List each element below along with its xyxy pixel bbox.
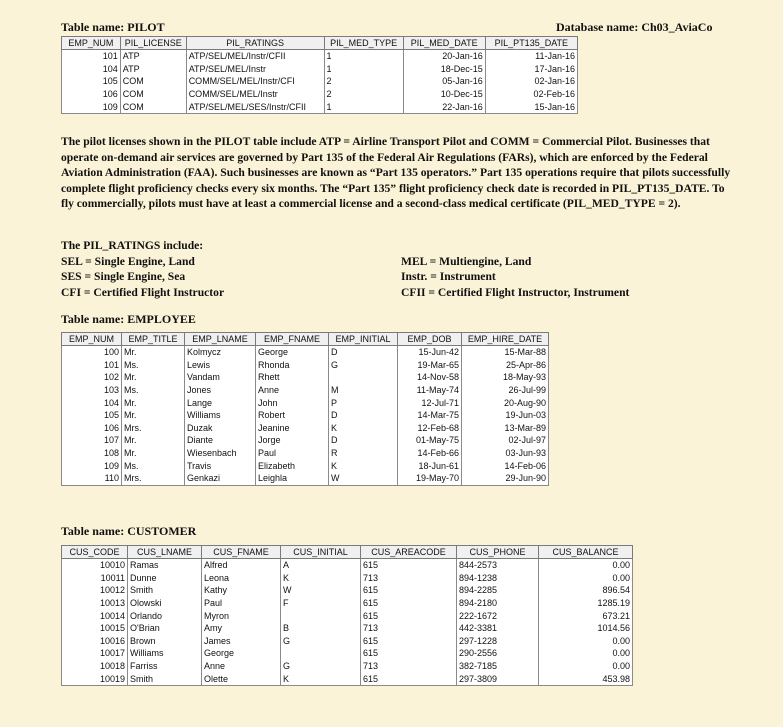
- customer-cell: 290-2556: [457, 647, 539, 660]
- employee-cell: Duzak: [185, 422, 256, 435]
- pilot-column-header: PIL_PT135_DATE: [485, 37, 577, 50]
- table-row: [62, 63, 578, 76]
- employee-cell: Rhonda: [256, 359, 329, 372]
- table-row: [62, 447, 549, 460]
- pilot-cell: ATP/SEL/MEL/SES/Instr/CFII: [186, 100, 324, 113]
- employee-cell: Leighla: [256, 472, 329, 485]
- table-row: [62, 384, 549, 397]
- customer-cell: Brown: [128, 635, 202, 648]
- employee-cell: 105: [62, 409, 122, 422]
- customer-cell: Olette: [202, 672, 281, 685]
- employee-cell: 01-May-75: [398, 434, 462, 447]
- customer-cell: 10012: [62, 584, 128, 597]
- table-row: [62, 422, 549, 435]
- customer-cell: 894-2180: [457, 597, 539, 610]
- customer-table-body: [62, 559, 633, 686]
- employee-column-header: EMP_LNAME: [185, 333, 256, 346]
- customer-column-header: CUS_FNAME: [202, 546, 281, 559]
- table-row: [62, 371, 549, 384]
- table-row: [62, 434, 549, 447]
- pilot-cell: ATP: [120, 50, 186, 63]
- pilot-cell: 106: [62, 88, 121, 101]
- employee-column-header: EMP_NUM: [62, 333, 122, 346]
- customer-cell: 10015: [62, 622, 128, 635]
- employee-cell: Travis: [185, 459, 256, 472]
- pilot-cell: 02-Feb-16: [485, 88, 577, 101]
- employee-cell: Vandam: [185, 371, 256, 384]
- employee-cell: Mr.: [122, 371, 185, 384]
- employee-cell: Anne: [256, 384, 329, 397]
- customer-cell: F: [281, 597, 361, 610]
- employee-cell: Mr.: [122, 346, 185, 359]
- customer-cell: Ramas: [128, 559, 202, 572]
- customer-column-header: CUS_CODE: [62, 546, 128, 559]
- customer-cell: 844-2573: [457, 559, 539, 572]
- pilot-description-paragraph: The pilot licenses shown in the PILOT table include ATP = Airline Transport Pilot and COMM = Commercial Pilot. Businesses that operate on-demand air services are governed by Part 135 of the Federal Air Regulations (FARs), which are enforced by the Federal Aviation Administration (FAA). Such businesses are known as “Part 135 operators.” Part 135 operations require that pilots successfully complete flight proficiency checks every six months. The “Part 135” flight proficiency check date is recorded in PIL_PT135_DATE. To fly commercially, pilots must have at least a commercial license and a second-class medical certificate (PIL_MED_TYPE = 2).: [61, 135, 731, 210]
- ratings-legend: [61, 238, 224, 300]
- pilot-cell: 105: [62, 75, 121, 88]
- employee-cell: G: [329, 359, 398, 372]
- customer-cell: Alfred: [202, 559, 281, 572]
- customer-cell: 442-3381: [457, 622, 539, 635]
- pilot-cell: 104: [62, 63, 121, 76]
- table-row: [62, 672, 633, 685]
- employee-cell: Jones: [185, 384, 256, 397]
- employee-cell: 12-Feb-68: [398, 422, 462, 435]
- customer-cell: Leona: [202, 572, 281, 585]
- pilot-cell: 05-Jan-16: [403, 75, 485, 88]
- customer-cell: Olowski: [128, 597, 202, 610]
- customer-cell: 10019: [62, 672, 128, 685]
- employee-cell: 107: [62, 434, 122, 447]
- customer-cell: G: [281, 660, 361, 673]
- employee-column-header: EMP_DOB: [398, 333, 462, 346]
- employee-cell: 14-Feb-06: [462, 459, 549, 472]
- employee-cell: Paul: [256, 447, 329, 460]
- customer-cell: B: [281, 622, 361, 635]
- customer-cell: 0.00: [539, 559, 633, 572]
- employee-cell: 19-May-70: [398, 472, 462, 485]
- customer-cell: 0.00: [539, 572, 633, 585]
- customer-table-title: Table name: CUSTOMER: [61, 524, 197, 538]
- table-row: [62, 346, 549, 359]
- customer-cell: 10010: [62, 559, 128, 572]
- customer-cell: 10016: [62, 635, 128, 648]
- employee-cell: Williams: [185, 409, 256, 422]
- rating-ses: SES = Single Engine, Sea: [61, 270, 186, 283]
- customer-cell: 713: [361, 572, 457, 585]
- employee-cell: George: [256, 346, 329, 359]
- pilot-column-header: PIL_LICENSE: [120, 37, 186, 50]
- customer-cell: 10017: [62, 647, 128, 660]
- employee-cell: 13-Mar-89: [462, 422, 549, 435]
- table-row: [62, 559, 633, 572]
- employee-cell: 19-Jun-03: [462, 409, 549, 422]
- customer-header-row: [62, 546, 633, 559]
- customer-cell: W: [281, 584, 361, 597]
- employee-cell: D: [329, 434, 398, 447]
- pilot-cell: 10-Dec-15: [403, 88, 485, 101]
- employee-cell: 29-Jun-90: [462, 472, 549, 485]
- employee-cell: 100: [62, 346, 122, 359]
- pilot-cell: 1: [324, 50, 403, 63]
- customer-cell: 382-7185: [457, 660, 539, 673]
- employee-cell: Jeanine: [256, 422, 329, 435]
- rating-cfii: CFII = Certified Flight Instructor, Instrument: [401, 285, 630, 299]
- table-row: [62, 88, 578, 101]
- employee-cell: Mr.: [122, 447, 185, 460]
- employee-cell: Elizabeth: [256, 459, 329, 472]
- pilot-header-row: [62, 37, 578, 50]
- pilot-table-title: Table name: PILOT: [61, 20, 165, 34]
- customer-cell: James: [202, 635, 281, 648]
- employee-cell: 108: [62, 447, 122, 460]
- customer-column-header: CUS_AREACODE: [361, 546, 457, 559]
- employee-cell: Mr.: [122, 409, 185, 422]
- customer-cell: K: [281, 572, 361, 585]
- customer-cell: 894-1238: [457, 572, 539, 585]
- employee-cell: Diante: [185, 434, 256, 447]
- employee-cell: R: [329, 447, 398, 460]
- employee-cell: Mrs.: [122, 472, 185, 485]
- customer-cell: Myron: [202, 609, 281, 622]
- customer-cell: Dunne: [128, 572, 202, 585]
- rating-cfi: CFI = Certified Flight Instructor: [61, 285, 225, 299]
- customer-table: [61, 545, 633, 686]
- pilot-cell: 1: [324, 63, 403, 76]
- employee-table-body: [62, 346, 549, 486]
- employee-cell: 18-Jun-61: [398, 459, 462, 472]
- table-row: [62, 660, 633, 673]
- customer-cell: A: [281, 559, 361, 572]
- pilot-cell: COM: [120, 88, 186, 101]
- table-row: [62, 459, 549, 472]
- employee-cell: 110: [62, 472, 122, 485]
- pilot-cell: ATP: [120, 63, 186, 76]
- employee-cell: W: [329, 472, 398, 485]
- customer-cell: Anne: [202, 660, 281, 673]
- ratings-intro: The PIL_RATINGS include:: [61, 239, 204, 252]
- table-row: [62, 396, 549, 409]
- table-row: [62, 572, 633, 585]
- pilot-cell: COMM/SEL/MEL/Instr: [186, 88, 324, 101]
- pilot-column-header: PIL_MED_TYPE: [324, 37, 403, 50]
- employee-cell: 15-Mar-88: [462, 346, 549, 359]
- employee-cell: P: [329, 396, 398, 409]
- customer-cell: Kathy: [202, 584, 281, 597]
- employee-cell: 03-Jun-93: [462, 447, 549, 460]
- customer-cell: 673.21: [539, 609, 633, 622]
- employee-cell: Ms.: [122, 384, 185, 397]
- customer-cell: 0.00: [539, 635, 633, 648]
- pilot-cell: 22-Jan-16: [403, 100, 485, 113]
- employee-cell: D: [329, 346, 398, 359]
- employee-cell: M: [329, 384, 398, 397]
- pilot-column-header: PIL_MED_DATE: [403, 37, 485, 50]
- customer-cell: 0.00: [539, 660, 633, 673]
- employee-header-row: [62, 333, 549, 346]
- employee-cell: Jorge: [256, 434, 329, 447]
- employee-cell: 14-Nov-58: [398, 371, 462, 384]
- table-row: [62, 359, 549, 372]
- employee-cell: Genkazi: [185, 472, 256, 485]
- pilot-cell: ATP/SEL/MEL/Instr: [186, 63, 324, 76]
- employee-cell: 20-Aug-90: [462, 396, 549, 409]
- customer-cell: Amy: [202, 622, 281, 635]
- customer-cell: G: [281, 635, 361, 648]
- employee-cell: Lewis: [185, 359, 256, 372]
- employee-cell: 14-Feb-66: [398, 447, 462, 460]
- employee-cell: 104: [62, 396, 122, 409]
- employee-cell: 25-Apr-86: [462, 359, 549, 372]
- customer-cell: 10018: [62, 660, 128, 673]
- employee-cell: K: [329, 422, 398, 435]
- customer-cell: 0.00: [539, 647, 633, 660]
- pilot-cell: 18-Dec-15: [403, 63, 485, 76]
- pilot-column-header: PIL_RATINGS: [186, 37, 324, 50]
- employee-cell: 11-May-74: [398, 384, 462, 397]
- pilot-cell: COM: [120, 75, 186, 88]
- employee-cell: 103: [62, 384, 122, 397]
- rating-sel: SEL = Single Engine, Land: [61, 254, 195, 268]
- employee-cell: Mr.: [122, 434, 185, 447]
- table-row: [62, 472, 549, 485]
- employee-cell: 15-Jun-42: [398, 346, 462, 359]
- table-row: [62, 50, 578, 63]
- customer-cell: [281, 609, 361, 622]
- pilot-cell: 101: [62, 50, 121, 63]
- employee-table-title: Table name: EMPLOYEE: [61, 312, 196, 326]
- customer-cell: 615: [361, 597, 457, 610]
- customer-cell: K: [281, 672, 361, 685]
- customer-cell: 615: [361, 559, 457, 572]
- customer-cell: 615: [361, 635, 457, 648]
- customer-column-header: CUS_BALANCE: [539, 546, 633, 559]
- customer-cell: O'Brian: [128, 622, 202, 635]
- employee-column-header: EMP_FNAME: [256, 333, 329, 346]
- employee-cell: 106: [62, 422, 122, 435]
- employee-cell: 109: [62, 459, 122, 472]
- pilot-column-header: EMP_NUM: [62, 37, 121, 50]
- table-row: [62, 597, 633, 610]
- customer-cell: Farriss: [128, 660, 202, 673]
- employee-cell: 102: [62, 371, 122, 384]
- pilot-cell: COMM/SEL/MEL/Instr/CFI: [186, 75, 324, 88]
- customer-cell: 10014: [62, 609, 128, 622]
- customer-cell: Smith: [128, 672, 202, 685]
- customer-cell: 297-1228: [457, 635, 539, 648]
- pilot-cell: ATP/SEL/MEL/Instr/CFII: [186, 50, 324, 63]
- pilot-cell: 1: [324, 100, 403, 113]
- employee-cell: D: [329, 409, 398, 422]
- employee-cell: K: [329, 459, 398, 472]
- pilot-table-body: [62, 50, 578, 114]
- customer-cell: 615: [361, 609, 457, 622]
- customer-cell: George: [202, 647, 281, 660]
- employee-cell: Wiesenbach: [185, 447, 256, 460]
- table-row: [62, 409, 549, 422]
- employee-cell: Rhett: [256, 371, 329, 384]
- employee-cell: John: [256, 396, 329, 409]
- customer-cell: 713: [361, 660, 457, 673]
- table-row: [62, 635, 633, 648]
- table-row: [62, 647, 633, 660]
- customer-cell: 713: [361, 622, 457, 635]
- customer-cell: 615: [361, 672, 457, 685]
- employee-cell: 18-May-93: [462, 371, 549, 384]
- customer-cell: 222-1672: [457, 609, 539, 622]
- pilot-cell: 2: [324, 75, 403, 88]
- employee-cell: 02-Jul-97: [462, 434, 549, 447]
- employee-cell: Ms.: [122, 459, 185, 472]
- pilot-cell: 17-Jan-16: [485, 63, 577, 76]
- customer-column-header: CUS_LNAME: [128, 546, 202, 559]
- employee-cell: 19-Mar-65: [398, 359, 462, 372]
- customer-cell: 615: [361, 584, 457, 597]
- database-name: Database name: Ch03_AviaCo: [556, 20, 713, 34]
- rating-mel: MEL = Multiengine, Land: [401, 254, 532, 268]
- employee-cell: 26-Jul-99: [462, 384, 549, 397]
- customer-cell: Paul: [202, 597, 281, 610]
- table-row: [62, 609, 633, 622]
- customer-cell: 453.98: [539, 672, 633, 685]
- pilot-cell: 109: [62, 100, 121, 113]
- pilot-cell: 2: [324, 88, 403, 101]
- customer-cell: 615: [361, 647, 457, 660]
- customer-cell: 1014.56: [539, 622, 633, 635]
- pilot-cell: COM: [120, 100, 186, 113]
- table-row: [62, 75, 578, 88]
- pilot-cell: 15-Jan-16: [485, 100, 577, 113]
- employee-cell: Mrs.: [122, 422, 185, 435]
- customer-cell: 10013: [62, 597, 128, 610]
- employee-column-header: EMP_HIRE_DATE: [462, 333, 549, 346]
- employee-table: [61, 332, 549, 486]
- employee-column-header: EMP_TITLE: [122, 333, 185, 346]
- customer-cell: 10011: [62, 572, 128, 585]
- table-row: [62, 622, 633, 635]
- customer-cell: 896.54: [539, 584, 633, 597]
- employee-cell: Lange: [185, 396, 256, 409]
- customer-column-header: CUS_INITIAL: [281, 546, 361, 559]
- employee-cell: Ms.: [122, 359, 185, 372]
- ratings-legend-right: [401, 254, 629, 301]
- employee-cell: 14-Mar-75: [398, 409, 462, 422]
- customer-cell: Williams: [128, 647, 202, 660]
- customer-cell: 297-3809: [457, 672, 539, 685]
- rating-instr: Instr. = Instrument: [401, 270, 496, 283]
- pilot-cell: 02-Jan-16: [485, 75, 577, 88]
- customer-cell: [281, 647, 361, 660]
- customer-cell: Smith: [128, 584, 202, 597]
- customer-cell: 894-2285: [457, 584, 539, 597]
- customer-column-header: CUS_PHONE: [457, 546, 539, 559]
- employee-cell: Mr.: [122, 396, 185, 409]
- employee-cell: [329, 371, 398, 384]
- customer-cell: 1285.19: [539, 597, 633, 610]
- table-row: [62, 584, 633, 597]
- employee-cell: 101: [62, 359, 122, 372]
- employee-cell: Kolmycz: [185, 346, 256, 359]
- employee-cell: Robert: [256, 409, 329, 422]
- table-row: [62, 100, 578, 113]
- pilot-cell: 11-Jan-16: [485, 50, 577, 63]
- customer-cell: Orlando: [128, 609, 202, 622]
- pilot-table: [61, 36, 578, 114]
- pilot-cell: 20-Jan-16: [403, 50, 485, 63]
- employee-cell: 12-Jul-71: [398, 396, 462, 409]
- employee-column-header: EMP_INITIAL: [329, 333, 398, 346]
